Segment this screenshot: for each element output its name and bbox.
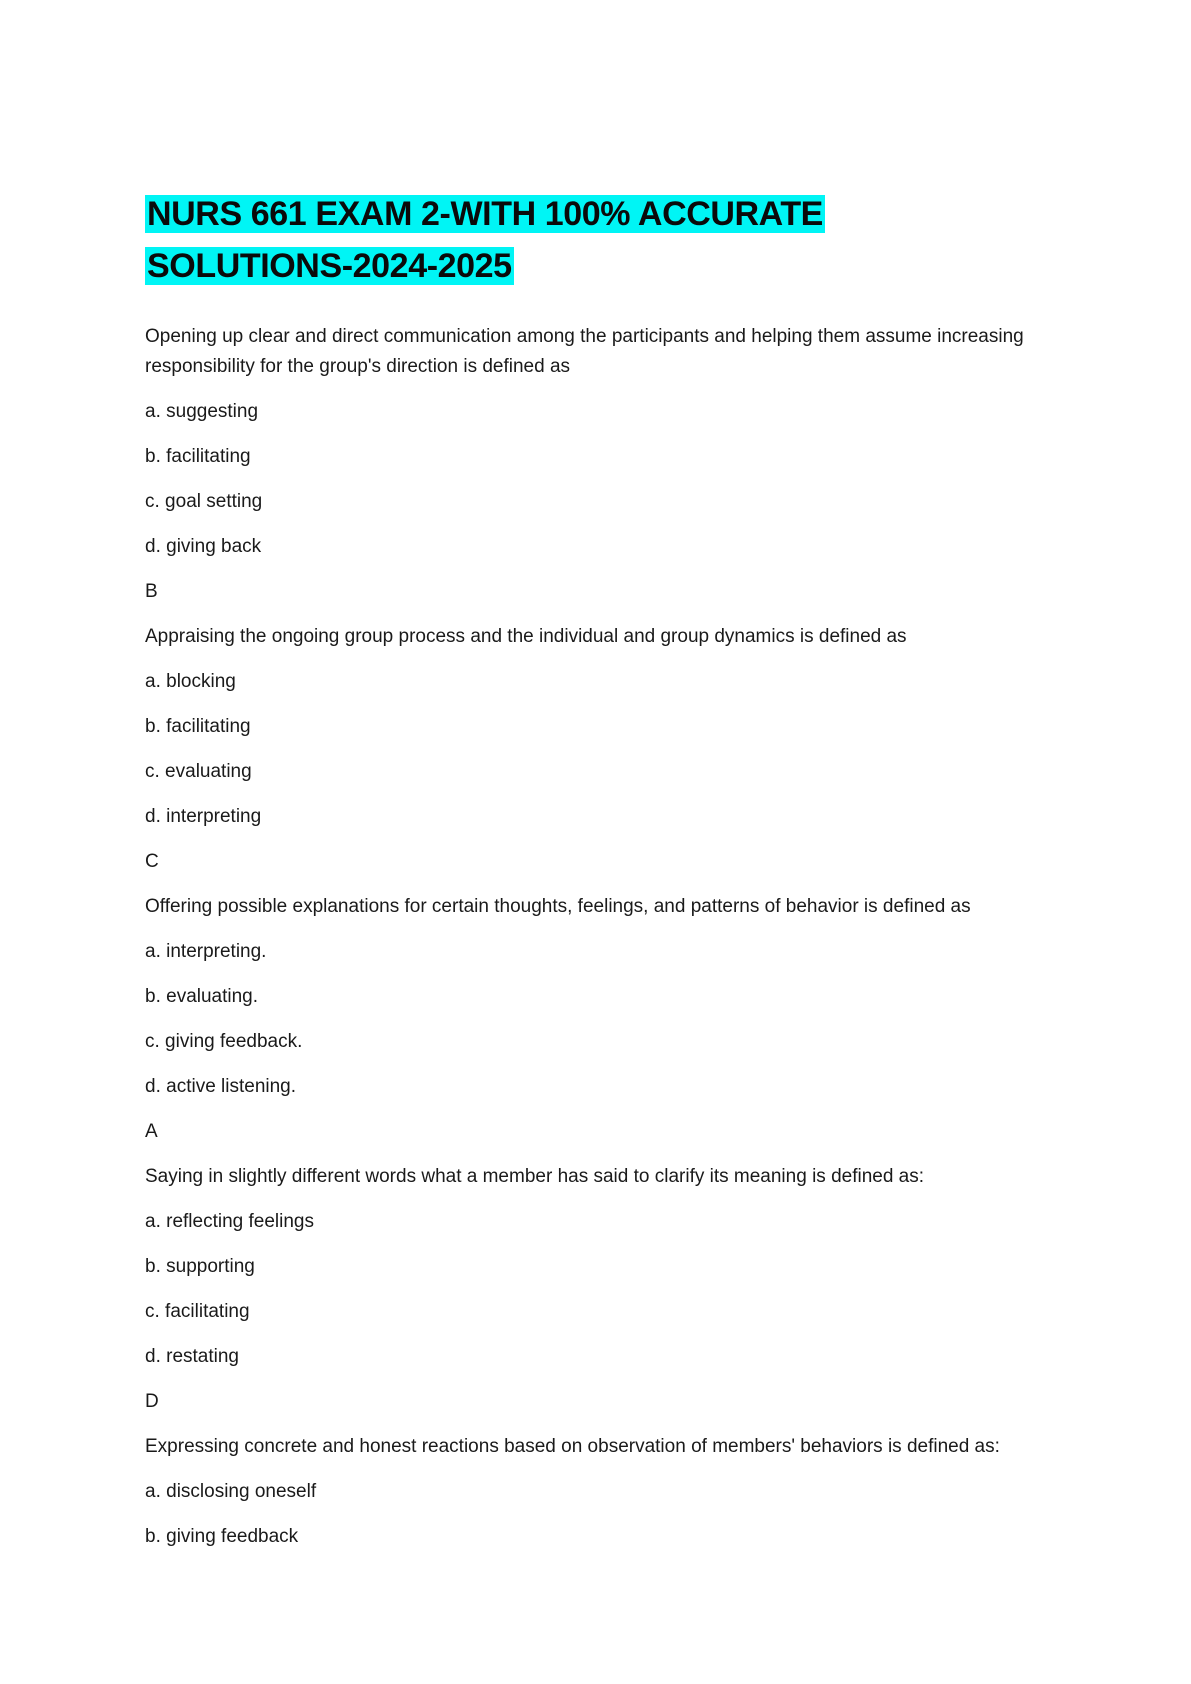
answer-option: c. goal setting [145, 491, 263, 512]
answer-option: d. restating [145, 1346, 239, 1367]
question-block [145, 622, 1075, 877]
question-block [145, 1162, 1075, 1417]
question-block [145, 1432, 1075, 1552]
question-block [145, 322, 1075, 607]
answer-option: d. interpreting [145, 806, 262, 827]
answer-option: d. active listening. [145, 1076, 297, 1097]
question-stem: Saying in slightly different words what a member has said to clarify its meaning is defined as: [145, 1166, 925, 1187]
answer-option: b. evaluating. [145, 986, 259, 1007]
title-line-1: NURS 661 EXAM 2-WITH 100% ACCURATE [147, 195, 823, 233]
answer-option: a. interpreting. [145, 941, 267, 962]
document-title [145, 188, 1075, 292]
question-stem: Offering possible explanations for certain thoughts, feelings, and patterns of behavior is defined as [145, 896, 971, 917]
question-stem: Expressing concrete and honest reactions based on observation of members' behaviors is defined as: [145, 1436, 1000, 1457]
answer-option: a. suggesting [145, 401, 259, 422]
answer-option: a. reflecting feelings [145, 1211, 314, 1232]
answer-option: c. giving feedback. [145, 1031, 303, 1052]
question-stem: Opening up clear and direct communication among the participants and helping them assume increasing responsibility for the group's direction is defined as [145, 326, 1024, 377]
answer-option: b. facilitating [145, 446, 251, 467]
answer-option: c. facilitating [145, 1301, 250, 1322]
document-content [145, 188, 1075, 1567]
answer-option: a. blocking [145, 671, 236, 692]
correct-answer: C [145, 851, 159, 872]
correct-answer: A [145, 1121, 158, 1142]
correct-answer: B [145, 581, 158, 602]
answer-option: b. giving feedback [145, 1526, 299, 1547]
answer-option: c. evaluating [145, 761, 252, 782]
title-line-2: SOLUTIONS-2024-2025 [147, 247, 512, 285]
answer-option: b. supporting [145, 1256, 255, 1277]
answer-option: b. facilitating [145, 716, 251, 737]
answer-option: a. disclosing oneself [145, 1481, 317, 1502]
answer-option: d. giving back [145, 536, 262, 557]
correct-answer: D [145, 1391, 159, 1412]
question-block [145, 892, 1075, 1147]
question-stem: Appraising the ongoing group process and the individual and group dynamics is defined as [145, 626, 907, 647]
